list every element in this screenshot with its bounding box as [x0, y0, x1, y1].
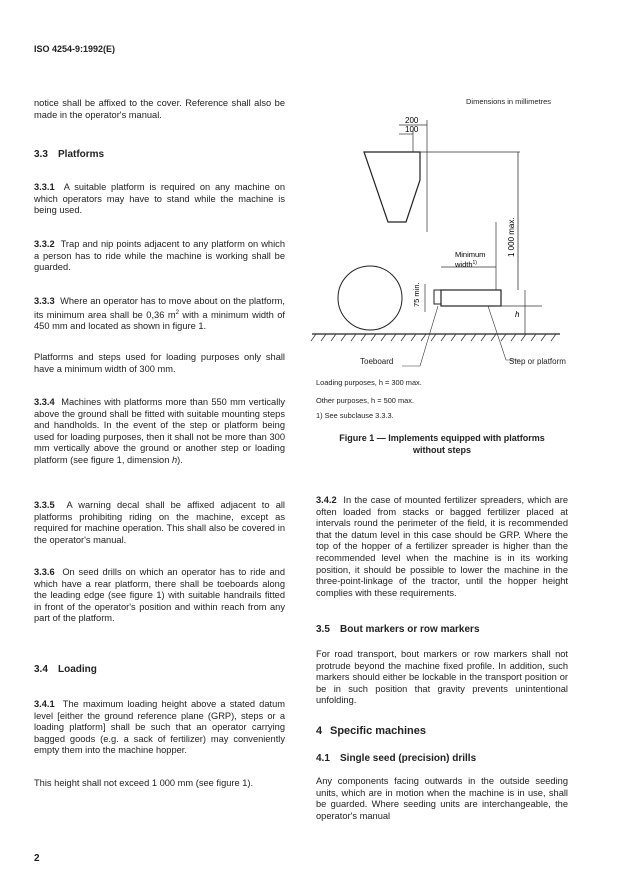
min-width-label: Minimum	[455, 250, 486, 259]
clause-3-3-2	[34, 239, 285, 274]
figure-1-drawing	[310, 112, 572, 374]
heading-number: 4	[316, 725, 323, 737]
dim-h-label: h	[515, 310, 520, 319]
figure-caption	[316, 433, 568, 456]
dim-200-label: 200	[405, 116, 419, 125]
document-id: ISO 4254-9:1992(E)	[34, 44, 116, 54]
dim-75-label: 75 min.	[412, 282, 421, 307]
clause-text: This height shall not exceed 1 000 mm (see figure 1).	[34, 778, 254, 788]
clause-3-4-2	[316, 495, 568, 599]
figure-footnote: 1) See subclause 3.3.3.	[316, 411, 394, 420]
step-platform-label: Step or platform	[509, 357, 566, 366]
wheel-circle	[338, 266, 402, 330]
heading-title: Loading	[58, 664, 97, 675]
clause-number: 3.4.1	[34, 699, 55, 709]
clause-text: A warning decal shall be affixed adjacent to all platforms prohibiting riding on the machine, except as required for machine operation. This shall also be covered in the operator's manual.	[34, 500, 285, 545]
clause-number: 3.3.2	[34, 239, 55, 249]
clause-3-5-text	[316, 649, 568, 707]
dimensions-note: Dimensions in millimetres	[466, 97, 552, 106]
figure-caption-line-2: without steps	[413, 444, 471, 455]
heading-title: Bout markers or row markers	[340, 624, 480, 635]
dim-100-label: 100	[405, 125, 419, 134]
clause-text: For road transport, bout markers or row markers shall not protrude beyond the machine fixed profile. In addition, such markers should either be lockable in the transport position or be in such position that gravity prevents unintentional unfolding.	[316, 649, 568, 706]
toeboard-leader	[402, 306, 438, 366]
clause-3-3-4	[34, 397, 285, 467]
clause-3-3-5	[34, 500, 285, 546]
figure-caption-line-1: Figure 1 — Implements equipped with platforms	[339, 433, 545, 443]
heading-3-3	[34, 149, 104, 160]
clause-text: In the case of mounted fertilizer spreaders, which are often loaded from stacks or bagged fertilizer placed at intervals round the perimeter of the field, it is recommended that the datum level in this case should be GRP. Where the top of the hopper of a fertilizer spreader is higher than the recommended level when the machine is in its working position, it should be possible to lower the machine in the three-point-linkage of the tractor, until the hopper height complies with these requirements.	[316, 495, 568, 598]
clause-number: 3.3.4	[34, 397, 55, 407]
clause-text: Machines with platforms more than 550 mm vertically above the ground shall be fitted with suitable mounting steps and handholds. In the event of the step or platform being used for loading purposes, then it shall not be more than 300 mm vertically above the ground or another step or loading platform (see figure 1, dimension	[34, 397, 285, 465]
heading-number: 4.1	[316, 753, 330, 764]
clause-3-3-6	[34, 567, 285, 625]
toeboard-label: Toeboard	[360, 357, 394, 366]
clause-3-4-1-limit	[34, 778, 285, 790]
clause-text: Platforms and steps used for loading purposes only shall have a minimum width of 300 mm.	[34, 352, 285, 374]
heading-title: Platforms	[58, 149, 105, 160]
heading-4-1	[316, 753, 476, 764]
clause-text: The maximum loading height above a stated datum level [either the ground reference plane (GRP), steps or a loading platform] shall be such that an operator carrying bagged goods (e.g. a sack of fertilizer) may conveniently empty them into the machine hopper.	[34, 699, 286, 756]
loading-purposes-note: Loading purposes, h = 300 max.	[316, 378, 422, 387]
heading-title: Specific machines	[330, 725, 426, 737]
clause-number: 3.3.5	[34, 500, 55, 510]
superscript: 2	[175, 309, 179, 316]
heading-number: 3.3	[34, 149, 48, 160]
left-column	[34, 98, 285, 121]
clause-4-1-text	[316, 776, 568, 822]
heading-3-5	[316, 624, 480, 635]
clause-number: 3.3.6	[34, 567, 55, 577]
clause-text: Any components facing outwards in the outside seeding units, which are in motion when the machine is in use, shall be guarded. Where seeding units are interchangeable, the operator's manual	[316, 776, 568, 821]
clause-3-4-1	[34, 699, 285, 757]
clause-number: 3.3.1	[34, 182, 55, 192]
dim-1000-label: 1 000 max.	[507, 217, 516, 257]
ground-hatching	[311, 334, 556, 341]
clause-text: On seed drills on which an operator has to ride and which have a rear platform, there shall be toeboards along the leading edge (see figure 1) with suitable handrails fitted in front of the operator's position and within reach from any part of the platform.	[34, 567, 285, 624]
clause-text: A suitable platform is required on any machine on which operators may have to stand while the machine is being used.	[34, 182, 285, 216]
platform-shape	[441, 290, 501, 306]
other-purposes-note: Other purposes, h = 500 max.	[316, 396, 414, 405]
clause-number: 3.4.2	[316, 495, 337, 505]
clause-3-3-3	[34, 296, 285, 333]
clause-text: Where an operator has to move about on the platform, its minimum area shall be 0,36 m	[34, 296, 285, 320]
intro-paragraph: notice shall be affixed to the cover. Reference shall also be made in the operator's manual.	[34, 98, 285, 120]
variable-h: h	[171, 454, 178, 465]
clause-3-3-3-platform-steps	[34, 352, 285, 375]
clause-3-3-1	[34, 182, 285, 217]
hopper-shape	[364, 152, 420, 222]
clause-number: 3.3.3	[34, 296, 55, 306]
clause-text-cont: ).	[177, 454, 183, 465]
heading-4	[316, 725, 426, 737]
clause-text: Trap and nip points adjacent to any platform on which a person has to ride while the machine is working shall be guarded.	[34, 239, 285, 273]
heading-number: 3.4	[34, 664, 48, 675]
heading-3-4	[34, 664, 97, 675]
page-number: 2	[34, 853, 40, 864]
heading-number: 3.5	[316, 624, 330, 635]
min-width-label-2: width$^{1)}$	[455, 260, 477, 269]
heading-title: Single seed (precision) drills	[340, 753, 477, 764]
clause-text-cont: with a minimum width of 450 mm and located as shown in figure 1.	[34, 309, 285, 332]
